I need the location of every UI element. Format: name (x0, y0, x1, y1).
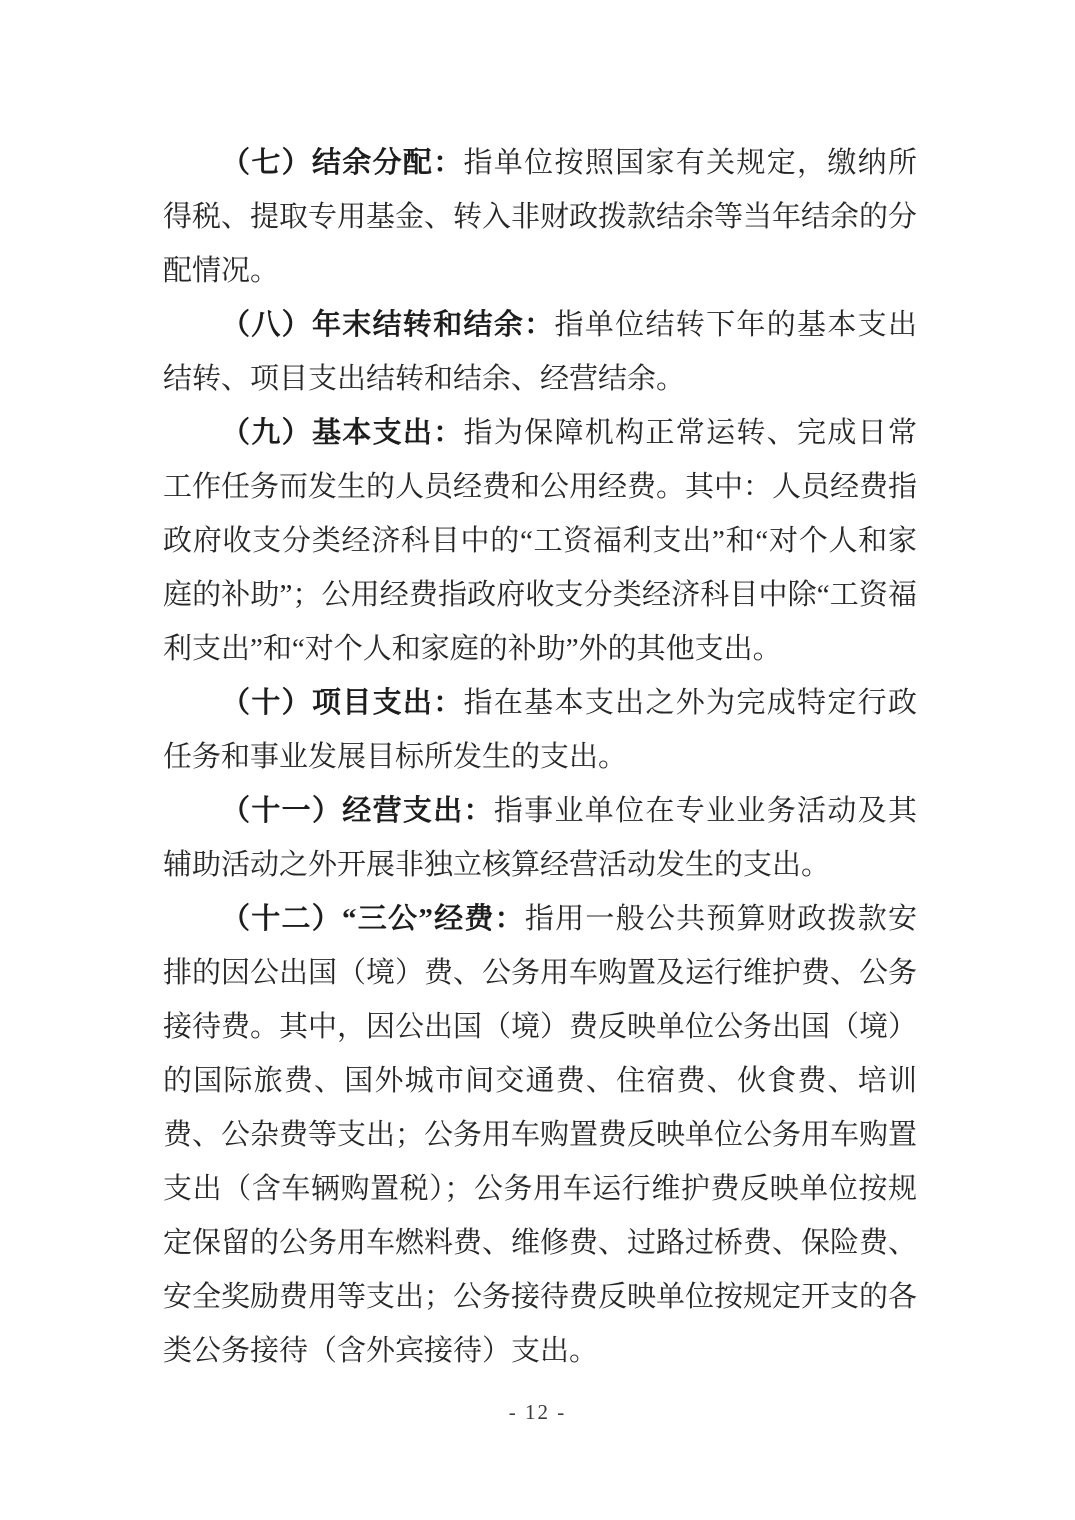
definition-text: 指事业单位在专业业务活动及其辅助活动之外开展非独立核算经营活动发生的支出。 (163, 795, 917, 881)
page-number: - 12 - (508, 1400, 567, 1424)
document-body (163, 136, 917, 1378)
definition-text: 指单位结转下年的基本支出结转、项目支出结转和结余、经营结余。 (163, 309, 917, 395)
definition-paragraph-9 (163, 406, 917, 676)
definition-term: （十二）“三公”经费： (221, 903, 525, 935)
page-footer (0, 1400, 1075, 1425)
definition-text: 指在基本支出之外为完成特定行政任务和事业发展目标所发生的支出。 (163, 687, 917, 773)
definition-term: （十一）经营支出： (221, 795, 494, 827)
definition-paragraph-10 (163, 676, 917, 784)
definition-paragraph-12 (163, 892, 917, 1378)
definition-text: 指为保障机构正常运转、完成日常工作任务而发生的人员经费和公用经费。其中：人员经费指政府收支分类经济科目中的“工资福利支出”和“对个人和家庭的补助”；公用经费指政府收支分类经济科目中除“工资福利支出”和“对个人和家庭的补助”外的其他支出。 (163, 417, 918, 665)
definition-text: 指单位按照国家有关规定，缴纳所得税、提取专用基金、转入非财政拨款结余等当年结余的分配情况。 (163, 147, 918, 287)
definition-term: （十）项目支出： (221, 687, 464, 719)
definition-paragraph-11 (163, 784, 917, 892)
definition-term: （七）结余分配： (221, 147, 464, 179)
definition-text: 指用一般公共预算财政拨款安排的因公出国（境）费、公务用车购置及运行维护费、公务接待费。其中，因公出国（境）费反映单位公务出国（境）的国际旅费、国外城市间交通费、住宿费、伙食费、培训费、公杂费等支出；公务用车购置费反映单位公务用车购置支出（含车辆购置税）；公务用车运行维护费反映单位按规定保留的公务用车燃料费、维修费、过路过桥费、保险费、安全奖励费用等支出；公务接待费反映单位按规定开支的各类公务接待（含外宾接待）支出。 (163, 903, 918, 1367)
definition-term: （八）年末结转和结余： (221, 309, 555, 341)
definition-paragraph-8 (163, 298, 917, 406)
definition-paragraph-7 (163, 136, 917, 298)
definition-term: （九）基本支出： (221, 417, 464, 449)
